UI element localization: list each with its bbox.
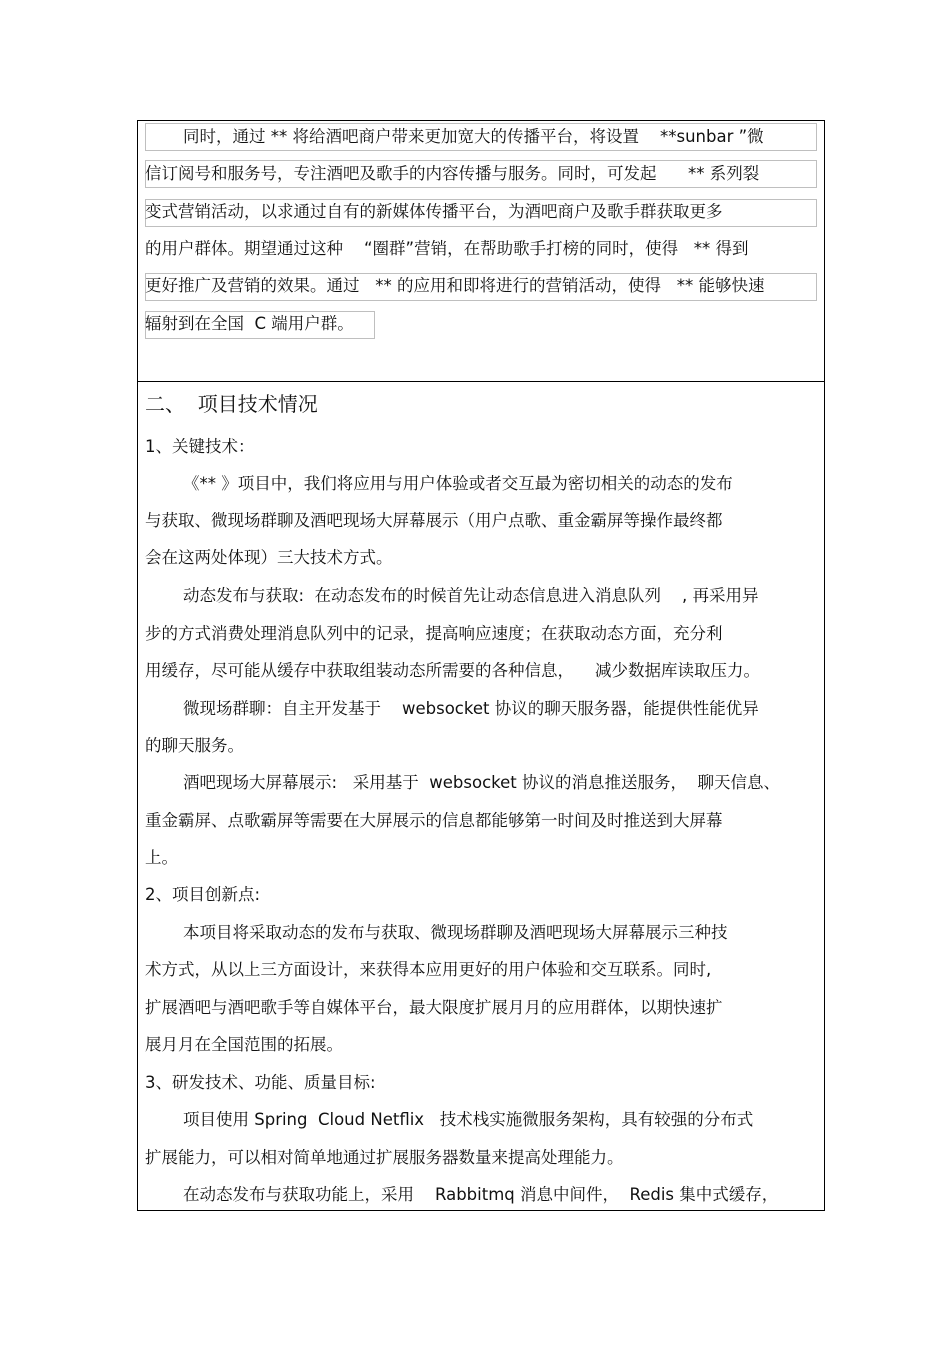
paragraph-line: 变式营销活动，以求通过自有的新媒体传播平台，为酒吧商户及歌手群获取更多 <box>145 202 723 221</box>
paragraph-line: 与获取、微现场群聊及酒吧现场大屏幕展示（用户点歌、重金霸屏等操作最终都 <box>145 511 723 530</box>
paragraph-line: 更好推广及营销的效果。通过 ** 的应用和即将进行的营销活动，使得 ** 能够快速 <box>145 276 765 295</box>
paragraph-line: 在动态发布与获取功能上，采用 Rabbitmq 消息中间件， Redis 集中式缓存， <box>183 1185 779 1204</box>
paragraph-line: 术方式，从以上三方面设计，来获得本应用更好的用户体验和交互联系。同时, <box>145 960 712 979</box>
paragraph-line: 信订阅号和服务号，专注酒吧及歌手的内容传播与服务。同时，可发起 ** 系列裂 <box>145 164 760 183</box>
paragraph-line: 用缓存，尽可能从缓存中获取组装动态所需要的各种信息， 减少数据库读取压力。 <box>145 661 760 680</box>
paragraph-line: 同时，通过 ** 将给酒吧商户带来更加宽大的传播平台，将设置 **sunbar ”微 <box>183 127 764 146</box>
paragraph-line: 酒吧现场大屏幕展示: 采用基于 websocket 协议的消息推送服务， 聊天信息、 <box>183 773 780 792</box>
paragraph-line: 的聊天服务。 <box>145 736 244 755</box>
subheading: 3、研发技术、功能、质量目标: <box>145 1073 376 1092</box>
paragraph-line: 项目使用 Spring Cloud Netflix 技术栈实施微服务架构，具有较强的分布式 <box>183 1110 754 1129</box>
paragraph-line: 辐射到在全国 C 端用户群。 <box>145 314 354 333</box>
paragraph-line: 本项目将采取动态的发布与获取、微现场群聊及酒吧现场大屏幕展示三种技 <box>183 923 728 942</box>
paragraph-line: 动态发布与获取: 在动态发布的时候首先让动态信息进入消息队列 , 再采用异 <box>183 586 759 605</box>
paragraph-line: 《** 》项目中，我们将应用与用户体验或者交互最为密切相关的动态的发布 <box>183 474 733 493</box>
paragraph-line: 步的方式消费处理消息队列中的记录，提高响应速度；在获取动态方面，充分利 <box>145 624 723 643</box>
paragraph-line: 扩展酒吧与酒吧歌手等自媒体平台，最大限度扩展月月的应用群体，以期快速扩 <box>145 998 723 1017</box>
paragraph-line: 微现场群聊：自主开发基于 websocket 协议的聊天服务器，能提供性能优异 <box>183 699 759 718</box>
subheading: 1、关键技术： <box>145 437 255 456</box>
section-heading: 二、 项目技术情况 <box>145 392 318 416</box>
paragraph-line: 上。 <box>145 848 178 867</box>
paragraph-line: 扩展能力，可以相对简单地通过扩展服务器数量来提高处理能力。 <box>145 1148 624 1167</box>
paragraph-line: 会在这两处体现）三大技术方式。 <box>145 548 393 567</box>
paragraph-line: 的用户群体。期望通过这种 “圈群”营销，在帮助歌手打榜的同时，使得 ** 得到 <box>145 239 749 258</box>
subheading: 2、项目创新点: <box>145 885 261 904</box>
paragraph-line: 展月月在全国范围的拓展。 <box>145 1035 343 1054</box>
paragraph-line: 重金霸屏、点歌霸屏等需要在大屏展示的信息都能够第一时间及时推送到大屏幕 <box>145 811 723 830</box>
